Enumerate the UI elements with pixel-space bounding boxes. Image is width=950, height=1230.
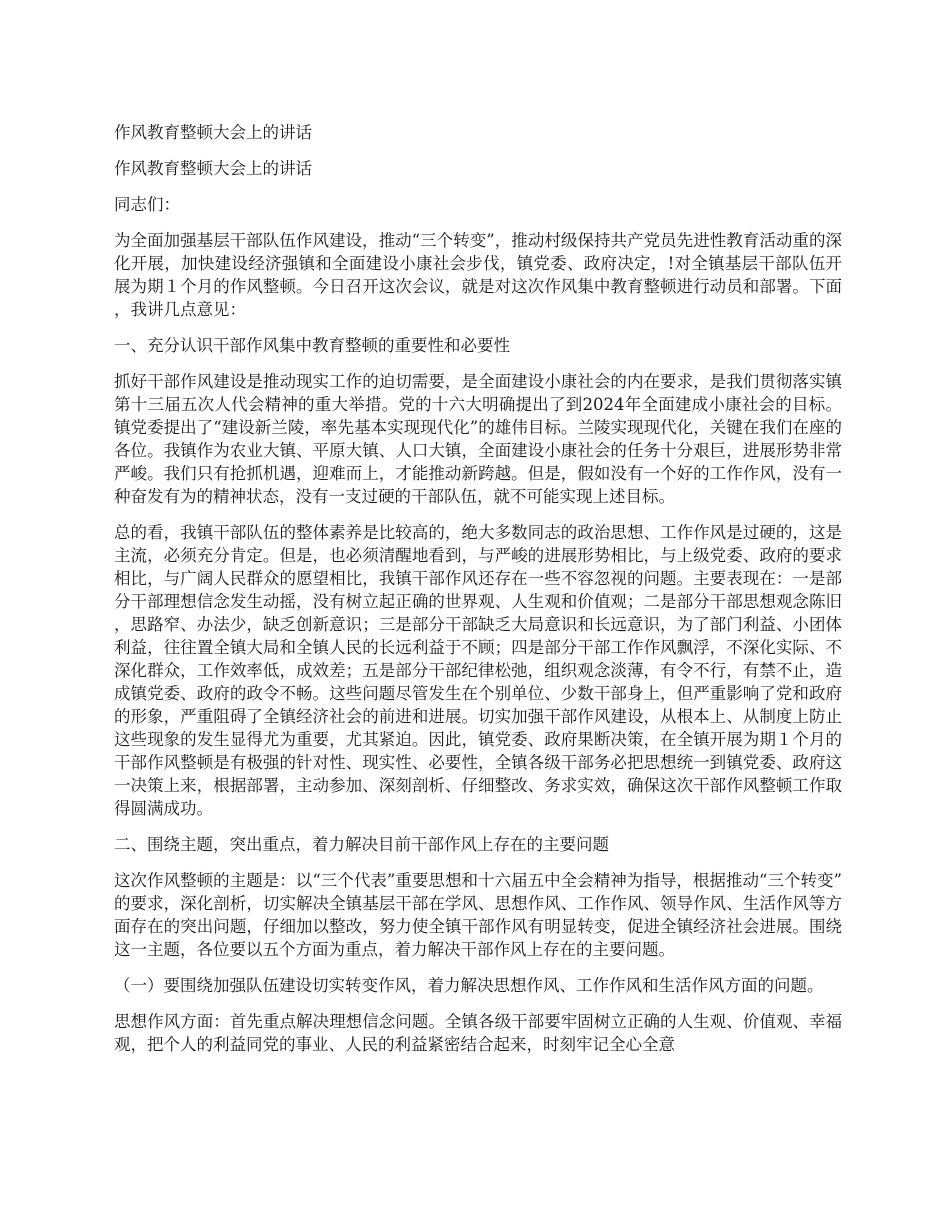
section-heading-2: 二、围绕主题，突出重点，着力解决目前干部作风上存在的主要问题 — [114, 835, 609, 854]
document-subtitle: 作风教育整顿大会上的讲话 — [114, 159, 312, 178]
paragraph: 这次作风整顿的主题是：以“三个代表”重要思想和十六届五中全会精神为指导，根据推动“三个转变”的要求，深化剖析，切实解决全镇基层干部在学风、思想作风、工作作风、领导作风、生活作风等方面存在的突出问题，仔细加以整改，努力使全镇干部作风有明显转变，促进全镇经济社会进展。围绕这一主题，各位要以五个方面为重点，着力解决干部作风上存在的主要问题。 — [114, 871, 842, 959]
section-heading-1: 一、充分认识干部作风集中教育整顿的重要性和必要性 — [114, 336, 510, 355]
paragraph-intro: 为全面加强基层干部队伍作风建设，推动“三个转变”，推动村级保持共产党员先进性教育活动重的深化开展，加快建设经济强镇和全面建设小康社会步伐，镇党委、政府决定，!对全镇基层干部队伍开展为期１个月的作风整顿。今日召开这次会议，就是对这次作风集中教育整顿进行动员和部署。下面，我讲几点意见： — [114, 231, 842, 319]
paragraph: 总的看，我镇干部队伍的整体素养是比较高的，绝大多数同志的政治思想、工作作风是过硬的，这是主流，必须充分肯定。但是，也必须清醒地看到，与严峻的进展形势相比，与上级党委、政府的要求相比，与广阔人民群众的愿望相比，我镇干部作风还存在一些不容忽视的问题。主要表现在：一是部分干部理想信念发生动摇，没有树立起正确的世界观、人生观和价值观；二是部分干部思想观念陈旧，思路窄、办法少，缺乏创新意识；三是部分干部缺乏大局意识和长远意识，为了部门利益、小团体利益，往往置全镇大局和全镇人民的长远利益于不顾；四是部分干部工作作风飘浮，不深化实际、不深化群众，工作效率低，成效差；五是部分干部纪律松弛，组织观念淡薄，有令不行，有禁不止，造成镇党委、政府的政令不畅。这些问题尽管发生在个别单位、少数干部身上，但严重影响了党和政府的形象，严重阻碍了全镇经济社会的前进和进展。切实加强干部作风建设，从根本上、从制度上防止这些现象的发生显得尤为重要，尤其紧迫。因此，镇党委、政府果断决策，在全镇开展为期１个月的干部作风整顿是有极强的针对性、现实性、必要性，全镇各级干部务必把思想统一到镇党委、政府这一决策上来，根据部署，主动参加、深刻剖析、仔细整改、务求实效，确保这次干部作风整顿工作取得圆满成功。 — [114, 523, 842, 818]
document-title: 作风教育整顿大会上的讲话 — [114, 123, 312, 142]
paragraph: 抓好干部作风建设是推动现实工作的迫切需要，是全面建设小康社会的内在要求，是我们贯彻落实镇第十三届五次人代会精神的重大举措。党的十六大明确提出了到2024年全面建成小康社会的目标。镇党委提出了“建设新兰陵，率先基本实现现代化”的雄伟目标。兰陵实现现代化，关键在我们在座的各位。我镇作为农业大镇、平原大镇、人口大镇，全面建设小康社会的任务十分艰巨，进展形势非常严峻。我们只有抢抓机遇，迎难而上，才能推动新跨越。但是，假如没有一个好的工作作风，没有一种奋发有为的精神状态，没有一支过硬的干部队伍，就不可能实现上述目标。 — [114, 372, 842, 506]
subsection-heading-1: （一）要围绕加强队伍建设切实转变作风，着力解决思想作风、工作作风和生活作风方面的问题。 — [114, 976, 824, 995]
paragraph: 思想作风方面：首先重点解决理想信念问题。全镇各级干部要牢固树立正确的人生观、价值观、幸福观，把个人的利益同党的事业、人民的利益紧密结合起来，时刻牢记全心全意 — [114, 1012, 842, 1054]
document-body — [114, 121, 842, 1069]
salutation: 同志们： — [114, 195, 180, 214]
